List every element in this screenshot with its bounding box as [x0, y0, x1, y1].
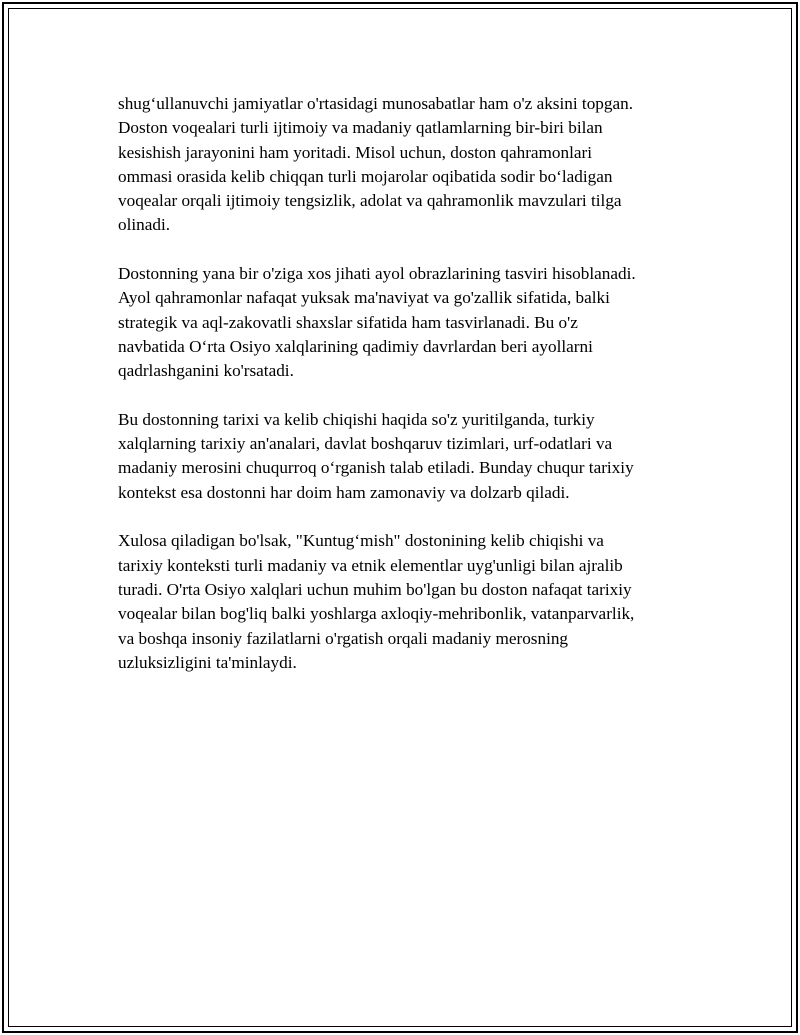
text-line: kesishish jarayonini ham yoritadi. Misol uchun, doston qahramonlari	[118, 142, 593, 162]
text-line: Bu dostonning tarixi va kelib chiqishi haqida so'z yuritilganda, turkiy	[118, 409, 595, 429]
text-line: voqealar orqali ijtimoiy tengsizlik, adolat va qahramonlik mavzulari tilga	[118, 191, 622, 211]
text-line: madaniy merosini chuqurroq o‘rganish talab etiladi. Bunday chuqur tarixiy	[118, 458, 634, 478]
text-line: va boshqa insoniy fazilatlarni o'rgatish orqali madaniy merosning	[118, 628, 569, 648]
text-line: xalqlarning tarixiy an'analari, davlat boshqaruv tizimlari, urf-odatlari va	[118, 434, 613, 454]
text-line: qadrlashganini ko'rsatadi.	[118, 361, 294, 381]
text-line: olinadi.	[118, 215, 171, 235]
text-line: tarixiy konteksti turli madaniy va etnik elementlar uyg'unligi bilan ajralib	[118, 555, 623, 575]
paragraph-1	[118, 92, 688, 238]
text-line: kontekst esa dostonni har doim ham zamonaviy va dolzarb qiladi.	[118, 482, 570, 502]
paragraph-2	[118, 262, 688, 383]
text-line: shug‘ullanuvchi jamiyatlar o'rtasidagi munosabatlar ham o'z aksini topgan.	[118, 94, 634, 113]
text-line: strategik va aql-zakovatli shaxslar sifatida ham tasvirlanadi. Bu o'z	[118, 312, 578, 332]
text-line: Xulosa qiladigan bo'lsak, "Kuntug‘mish" dostonining kelib chiqishi va	[118, 531, 604, 551]
text-line: turadi. O'rta Osiyo xalqlari uchun muhim bo'lgan bu doston nafaqat tarixiy	[118, 579, 632, 599]
paragraph-4	[118, 529, 688, 675]
text-line: voqealar bilan bog'liq balki yoshlarga axloqiy-mehribonlik, vatanparvarlik,	[118, 604, 635, 624]
text-line: Dostonning yana bir o'ziga xos jihati ayol obrazlarining tasviri hisoblanadi.	[118, 264, 636, 284]
text-line: Ayol qahramonlar nafaqat yuksak ma'naviyat va go'zallik sifatida, balki	[118, 288, 610, 308]
text-line: ommasi orasida kelib chiqqan turli mojarolar oqibatida sodir bo‘ladigan	[118, 166, 613, 186]
paragraph-3	[118, 408, 688, 505]
document-body	[118, 92, 688, 699]
text-line: Doston voqealari turli ijtimoiy va madaniy qatlamlarning bir-biri bilan	[118, 118, 603, 138]
text-line: uzluksizligini ta'minlaydi.	[118, 652, 297, 672]
text-line: navbatida O‘rta Osiyo xalqlarining qadimiy davrlardan beri ayollarni	[118, 336, 593, 356]
